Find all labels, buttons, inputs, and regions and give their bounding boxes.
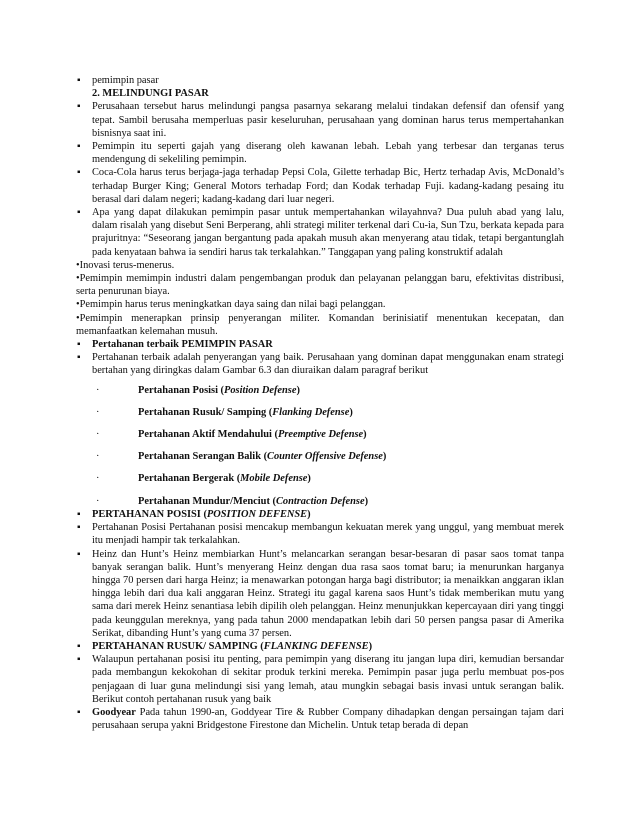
section-heading-melindungi-pasar: 2. MELINDUNGI PASAR — [92, 88, 209, 100]
bullet-pemimpin-pasar: ▪ pemimpin pasar — [76, 74, 564, 87]
point-pengembangan-produk: •Pemimpin memimpin industri dalam pengembangan produk dan pelayanan pelanggan baru, efektivitas distribusi, serta penurunan biaya. — [76, 273, 564, 298]
paragraph-coca-cola: ▪ Coca-Cola harus terus berjaga-jaga terhadap Pepsi Cola, Gilette terhadap Bic, Hertz terhadap Avis, McDonald’s terhadap Burger King; General Motors terhadap Ford; dan Kodak terhadap Fuji. kadang-kadang pesaing itu berasal dari dalam negeri; kadang-kadang dari luar negeri. — [76, 166, 564, 206]
heading-pertahanan-rusuk: ▪ PERTAHANAN RUSUK/ SAMPING (FLANKING DEFENSE) — [76, 640, 564, 653]
strategy-item: · Pertahanan Mundur/Menciut (Contraction Defense) — [96, 495, 369, 507]
paragraph-melindungi-pangsa: ▪ Perusahaan tersebut harus melindungi pangsa pasarnya sekarang melalui tindakan defensif dan ofensif yang tepat. Sambil berusaha memperluas pasir keseluruhan, perusahaan yang dominan harus terus mempertahankan bisnisnya saat ini. — [76, 100, 564, 140]
document-page — [76, 74, 564, 732]
point-daya-saing: •Pemimpin harus terus meningkatkan daya saing dan nilai bagi pelanggan. — [76, 299, 386, 311]
paragraph-pertahanan-posisi: ▪ Pertahanan Posisi Pertahanan posisi mencakup membangun kekuatan merek yang unggul, yang membuat merek itu menjadi hampir tak terkalahkan. — [76, 521, 564, 547]
paragraph-enam-strategi: ▪ Pertahanan terbaik adalah penyerangan yang baik. Perusahaan yang dominan dapat menggunakan enam strategi bertahan yang diringkas dalam Gambar 6.3 dan diuraikan dalam paragraf berikut — [76, 351, 564, 377]
strategy-item: · Pertahanan Rusuk/ Samping (Flanking Defense) — [96, 406, 353, 418]
paragraph-heinz-hunts: ▪ Heinz dan Hunt’s Heinz membiarkan Hunt’s melancarkan serangan besar-besaran di pasar saos tomat tanpa banyak serangan balik. Hunt’s menyerang Heinz dengan dua rasa saos tomat baru; ia menurunkan harganya hingga 70 persen dari harga Heinz; ia menawarkan potongan harga bagi distributor; ia menaikkan anggaran iklan hingga lebih dari dua kali anggaran Heinz. Strategi itu gagal karena saos Hunt’s tidak memberikan mutu yang sama dari merek Heinz senantiasa lebih dipilih oleh pelanggan. Heinz menunjukkan kepercayaan diri yang tinggi pada keunggulan mereknya, yang pada tahun 2000 mendapatkan lebih dari 50 persen pangsa pasar di Amerika Serikat, dibanding Hunt’s yang cuma 37 persen. — [76, 548, 564, 640]
strategy-item: · Pertahanan Posisi (Position Defense) — [96, 384, 300, 396]
point-prinsip-militer: •Pemimpin menerapkan prinsip penyerangan militer. Komandan berinisiatif menentukan kecepatan, dan memanfaatkan kelemahan musuh. — [76, 312, 564, 337]
point-inovasi: •Inovasi terus-menerus. — [76, 259, 175, 271]
paragraph-pertahanan-rusuk: ▪ Walaupun pertahanan posisi itu penting, para pemimpin yang diserang itu jangan lupa diri, kemudian bersandar pada membangun kekokohan di sekitar produk terkini mereka. Pemimpin pasar juga perlu membuat pos-pos penjagaan di luar guna melindungi sisi yang lemah, atau mungkin sebagai basis invasi untuk serangan balik. Berikut contoh pertahanan rusuk yang baik — [76, 653, 564, 706]
paragraph-sun-tzu: ▪ Apa yang dapat dilakukan pemimpin pasar untuk mempertahankan wilayahnva? Dua puluh abad yang lalu, dalam risalah yang disebut Seni Berperang, ahli strategi militer terkenal dari Cu-ia, Sun Tzu, berkata kepada para prajuritnya: “Seseorang jangan bergantung pada apakah musuh akan menyerang atau tidak, tetapi bergantunglah pada kenyataan bahwa ia sendiri harus tak terkalahkan.” Tanggapan yang paling konstruktif adalah — [76, 206, 564, 259]
strategy-item: · Pertahanan Serangan Balik (Counter Offensive Defense) — [96, 451, 387, 463]
heading-pertahanan-posisi: ▪ PERTAHANAN POSISI (POSITION DEFENSE) — [76, 508, 564, 521]
strategy-item: · Pertahanan Aktif Mendahului (Preemptive Defense) — [96, 429, 367, 441]
paragraph-gajah-lebah: ▪ Pemimpin itu seperti gajah yang diserang oleh kawanan lebah. Lebah yang terbesar dan terganas terus mendengung di sekeliling pemimpin. — [76, 140, 564, 166]
paragraph-goodyear: ▪ Goodyear Pada tahun 1990-an, Goddyear Tire & Rubber Company dihadapkan dengan persaingan tajam dari perusahaan serupa yakni Bridgestone Firestone dan Michelin. Untuk tetap berada di depan — [76, 706, 564, 732]
heading-pertahanan-terbaik: ▪ Pertahanan terbaik PEMIMPIN PASAR — [76, 338, 564, 351]
strategy-item: · Pertahanan Bergerak (Mobile Defense) — [96, 473, 311, 485]
